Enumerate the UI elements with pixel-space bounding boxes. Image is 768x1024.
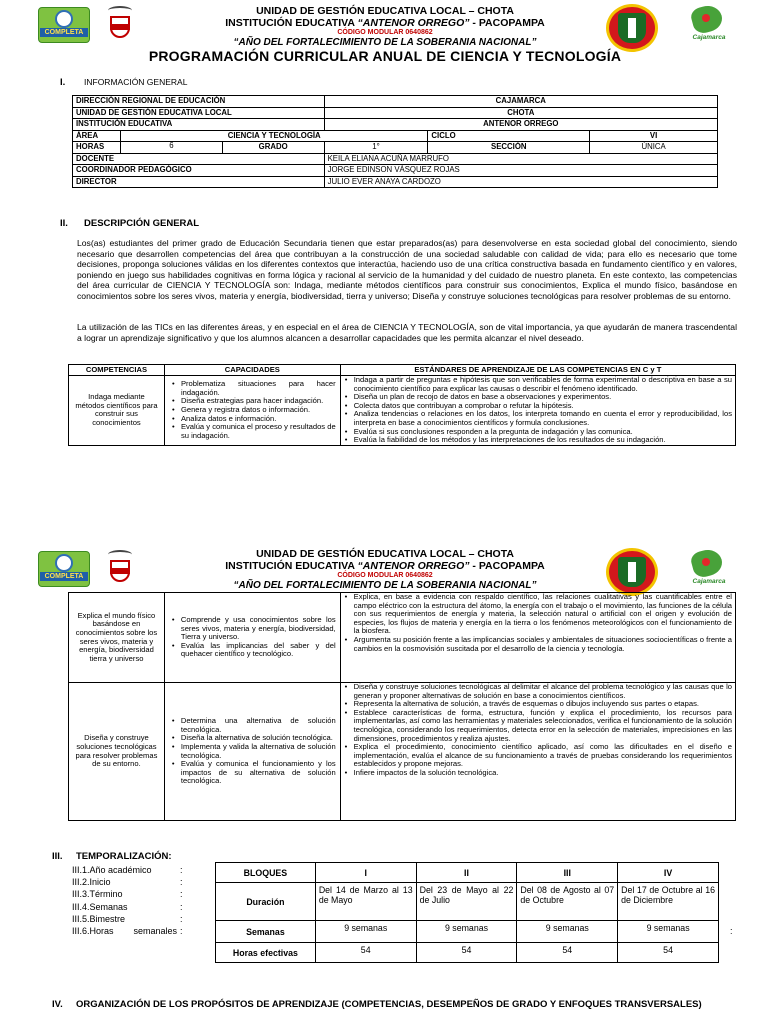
ugel-line: UNIDAD DE GESTIÓN EDUCATIVA LOCAL – CHOTA <box>256 5 514 17</box>
section-3-heading: III. TEMPORALIZACIÓN: <box>52 851 172 862</box>
document-title: PROGRAMACIÓN CURRICULAR ANUAL DE CIENCIA Y TECNOLOGÍA <box>148 48 622 64</box>
trailing-colon: : <box>730 926 733 936</box>
bloques-table: BLOQUES I II III IV Duración Del 14 de Marzo al 13 de Mayo Del 23 de Mayo al 22 de Julio Del 08 de Agosto al 07 de Octubre Del 17 de Octubre al 16 de Diciembre Semanas 9 semanas 9 semanas 9 semanas 9 semanas Horas efectivas 54 54 54 54 <box>215 862 719 963</box>
ugel-line: UNIDAD DE GESTIÓN EDUCATIVA LOCAL – CHOTA <box>256 548 514 560</box>
list-item: III.5.Bimestre : <box>72 913 183 924</box>
cajamarca-logo-icon: Cajamarca <box>682 550 736 592</box>
description-paragraph-1: Los(as) estudiantes del primer grado de Educación Secundaria tienen que estar preparados(as) para desenvolverse en esta sociedad global del conocimiento, siendo necesario que desarrollen competencias del área que contribuyan a la construcción de una sociedad saludable con calidad de vida; para ello es necesario que tome decisiones, proponga soluciones válidas en los diferentes contextos que interactúa, haciendo uso de una crítica constructiva basada en fundamento científico y en valores, poniendo en juego sus habilidades cognitivas en forma lógica y racional al servicio de la humanidad y del cuidado de nuestro planeta. En este contexto, las competencias del área curricular de CIENCIA Y TECNOLOGÍA son: Indaga, mediante métodos científicos para construir sus conocimientos, Explica el mundo físico, basándose en conocimientos sobre los seres vivos, materia y energía, biodiversidad, tierra y universo; Diseña y construye soluciones tecnológicas para resolver problemas de su entorno. <box>77 238 737 301</box>
list-item: III.1.Año académico : <box>72 865 183 875</box>
school-crest-icon <box>606 4 658 52</box>
completa-logo-icon: COMPLETA <box>38 7 90 43</box>
list-item: III.2.Inicio : <box>72 877 183 888</box>
year-motto: “AÑO DEL FORTALECIMIENTO DE LA SOBERANIA NACIONAL” <box>233 580 537 591</box>
modular-code: CÓDIGO MODULAR 0640862 <box>337 572 433 579</box>
competencias-table: COMPETENCIAS CAPACIDADES ESTÁNDARES DE APRENDIZAJE DE LAS COMPETENCIAS EN C y T Indaga mediante métodos científicos para construir sus conocimientos • Problematiza situaciones para hacer indagación. • Diseña estrategias para hacer indagación. • Genera y registra datos o información. • Analiza datos e información. • Evalúa y comunica el proceso y resultados de su indagación. • Indaga a partir de preguntas e hipótesis que son verificables de forma experimental o descriptiva en base a su conocimiento científico para explicar las causas o describir el fenómeno identificado. • Diseña un plan de recojo de datos en base a observaciones y experimentos. • Colecta datos que contribuyan a comprobar o refutar la hipótesis. • Analiza tendencias o relaciones en los datos, los interpreta tomando en cuenta el error y reproducibilidad, los interpreta en base a conocimientos científicos y formula conclusiones. • Evalúa si sus conclusiones responden a la pregunta de indagación y las comunica. • Evalúa la fiabilidad de los métodos y las interpretaciones de los resultados de su indagación. <box>68 364 736 446</box>
list-item: III.4.Semanas : <box>72 901 183 912</box>
year-motto: “AÑO DEL FORTALECIMIENTO DE LA SOBERANIA NACIONAL” <box>233 37 537 48</box>
section-1-heading: I. INFORMACIÓN GENERAL <box>60 77 188 88</box>
general-info-table: DIRECCIÓN REGIONAL DE EDUCACIÓN CAJAMARCA UNIDAD DE GESTIÓN EDUCATIVA LOCAL CHOTA INSTITUCIÓN EDUCATIVA ANTENOR ORREGO ÁREA CIENCIA Y TECNOLOGÍA CICLO VI HORAS 6 GRADO 1° SECCIÓN ÚNICA DOCENTE KEILA ELIANA ACUÑA MARRUFO COORDINADOR PEDAGÓGICO JORGE EDINSON VÁSQUEZ ROJAS DIRECTOR JULIO EVER ANAYA CARDOZO <box>72 95 718 188</box>
page-header <box>0 0 768 62</box>
cajamarca-logo-icon: Cajamarca <box>682 6 736 48</box>
institution-line: INSTITUCIÓN EDUCATIVA “ANTENOR ORREGO” - PACOPAMPA <box>225 17 545 29</box>
school-crest-icon <box>606 548 658 596</box>
temporalization-list <box>72 864 212 937</box>
table-row: Indaga mediante métodos científicos para construir sus conocimientos • Problematiza situaciones para hacer indagación. • Diseña estrategias para hacer indagación. • Genera y registra datos o información. • Analiza datos e información. • Evalúa y comunica el proceso y resultados de su indagación. • Indaga a partir de preguntas e hipótesis que son verificables de forma experimental o descriptiva en base a su conocimiento científico para explicar las causas o describir el fenómeno identificado. • Diseña un plan de recojo de datos en base a observaciones y experimentos. • Colecta datos que contribuyan a comprobar o refutar la hipótesis. • Analiza tendencias o relaciones en los datos, los interpreta tomando en cuenta el error y reproducibilidad, los interpreta en base a conocimientos científicos y formula conclusiones. • Evalúa si sus conclusiones responden a la pregunta de indagación y las comunica. • Evalúa la fiabilidad de los métodos y las interpretaciones de los resultados de su indagación. <box>69 376 736 446</box>
institution-line: INSTITUCIÓN EDUCATIVA “ANTENOR ORREGO” - PACOPAMPA <box>225 560 545 572</box>
competencias-table-continued <box>68 592 736 821</box>
list-item: III.3.Término : <box>72 889 183 900</box>
description-paragraph-2: La utilización de las TICs en las diferentes áreas, y en especial en el área de CIENCIA Y TECNOLOGÍA, son de vital importancia, ya que ayudarán de manera trascendental a lograr un aprendizaje significativo y que los alumnos alcancen a desarrollar capacidades que les permita alcanzar el nivel deseado. <box>77 322 737 343</box>
table-row: Diseña y construye soluciones tecnológicas para resolver problemas de su entorno. • Determina una alternativa de solución tecnológica. • Diseña la alternativa de solución tecnológica. • Implementa y valida la alternativa de solución tecnológica. • Evalúa y comunica el funcionamiento y los impactos de su alternativa de solución tecnológica. • Diseña y construye soluciones tecnológicas al delimitar el alcance del problema tecnológico y las causas que lo generan y proponer alternativas de solución en base a conocimientos científicos. • Representa la alternativa de solución, a través de esquemas o dibujos incluyendo sus partes o etapas. • Establece características de forma, estructura, función y explica el procedimiento, los recursos para implementarlas, así como las herramientas y materiales seleccionados, verifica el funcionamiento de la solución tecnológica, considerando los requerimientos, detecta error en la selección de materiales, imprecisiones en las dimensiones, procedimientos y realiza ajustes. • Explica el procedimiento, conocimiento científico aplicado, así como las dificultades en el diseño e implementación, evalúa el alcance de su funcionamiento a través de pruebas considerando los requerimientos establecidos y propone mejoras. • Infiere impactos de la solución tecnológica. <box>69 683 736 821</box>
table-row: Explica el mundo físico basándose en conocimientos sobre los seres vivos, materia y energía, biodiversidad tierra y universo • Comprende y usa conocimientos sobre los seres vivos, materia y energía, biodiversidad, Tierra y universo. • Evalúa las implicancias del saber y del quehacer científico y tecnológico. • Explica, en base a evidencia con respaldo científico, las relaciones cualitativas y las cuantificables entre el campo eléctrico con la estructura del átomo, la energía con el trabajo o el movimiento, las funciones de la célula con sus requerimientos de energía y materia, la selección natural o artificial con el origen y evolución de especies, los flujos de materia y energía en la tierra o los fenómenos meteorológicos con el funcionamiento de la biosfera. • Argumenta su posición frente a las implicancias sociales y ambientales de situaciones sociocientíficas o frente a cambios en la cosmovisión suscitada por el desarrollo de la ciencia y tecnología. <box>69 593 736 683</box>
completa-logo-icon: COMPLETA <box>38 551 90 587</box>
list-item: III.6.Horas semanales : <box>72 926 183 937</box>
section-4-heading: IV. ORGANIZACIÓN DE LOS PROPÓSITOS DE APRENDIZAJE (COMPETENCIAS, DESEMPEÑOS DE GRADO Y ENFOQUES TRANSVERSALES) <box>52 999 702 1010</box>
section-2-heading: II. DESCRIPCIÓN GENERAL <box>60 218 200 229</box>
modular-code: CÓDIGO MODULAR 0640862 <box>337 29 433 36</box>
